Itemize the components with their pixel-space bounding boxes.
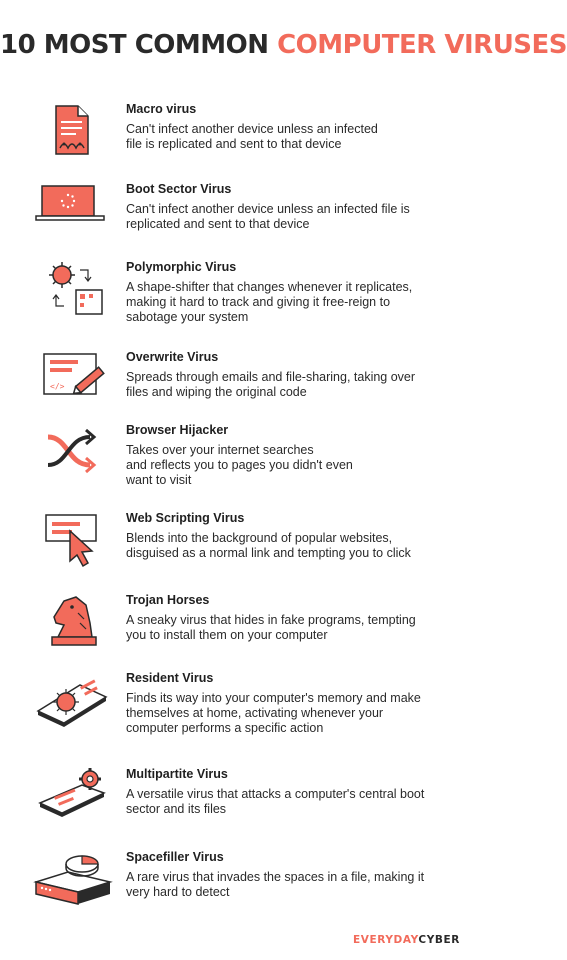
virus-description bbox=[126, 870, 446, 900]
title-part-1: 10 MOST COMMON bbox=[0, 30, 269, 60]
virus-description bbox=[126, 280, 446, 325]
description-line: want to visit bbox=[126, 473, 192, 487]
description-line: very hard to detect bbox=[126, 885, 230, 899]
brand-logo bbox=[353, 934, 460, 946]
card-gear-icon bbox=[34, 767, 110, 825]
virus-description bbox=[126, 531, 446, 561]
description-line: Finds its way into your computer's memory and make bbox=[126, 691, 421, 705]
description-line: making it hard to track and giving it free-reign to bbox=[126, 295, 391, 309]
virus-description bbox=[126, 787, 446, 817]
description-line: A rare virus that invades the spaces in a file, making it bbox=[126, 870, 425, 884]
page-title bbox=[0, 30, 567, 60]
virus-shapeshift-icon bbox=[34, 260, 110, 318]
virus-description bbox=[126, 370, 446, 400]
description-line: Can't infect another device unless an infected bbox=[126, 122, 378, 136]
description-line: themselves at home, activating whenever your bbox=[126, 706, 384, 720]
virus-description bbox=[126, 202, 446, 232]
description-line: replicated and sent to that device bbox=[126, 217, 310, 231]
crossing-arrows-icon bbox=[34, 423, 110, 481]
virus-name: Trojan Horses bbox=[126, 593, 210, 607]
virus-description bbox=[126, 122, 446, 152]
virus-name: Macro virus bbox=[126, 102, 197, 116]
chess-knight-icon bbox=[34, 593, 110, 651]
virus-name: Resident Virus bbox=[126, 671, 214, 685]
description-line: sector and its files bbox=[126, 802, 227, 816]
laptop-loading-icon bbox=[34, 182, 110, 240]
memory-chip-virus-icon bbox=[34, 671, 110, 729]
document-icon bbox=[34, 102, 110, 160]
svg-text:</>: </> bbox=[50, 382, 65, 391]
web-cursor-icon bbox=[34, 511, 110, 569]
description-line: Blends into the background of popular websites, bbox=[126, 531, 393, 545]
brand-part-2: CYBER bbox=[418, 934, 460, 946]
virus-name: Browser Hijacker bbox=[126, 423, 229, 437]
virus-description bbox=[126, 443, 446, 488]
brand-part-1: EVERYDAY bbox=[352, 934, 419, 946]
code-document-pencil-icon bbox=[34, 350, 110, 408]
description-line: A sneaky virus that hides in fake programs, tempting bbox=[126, 613, 416, 627]
description-line: Takes over your internet searches bbox=[126, 443, 314, 457]
description-line: sabotage your system bbox=[126, 310, 249, 324]
description-line: file is replicated and sent to that device bbox=[126, 137, 342, 151]
description-line: and reflects you to pages you didn't even bbox=[126, 458, 353, 472]
description-line: computer performs a specific action bbox=[126, 721, 324, 735]
virus-name: Web Scripting Virus bbox=[126, 511, 245, 525]
virus-name: Spacefiller Virus bbox=[126, 850, 224, 864]
description-line: A versatile virus that attacks a computer's central boot bbox=[126, 787, 425, 801]
drive-pie-chart-icon bbox=[34, 850, 110, 908]
virus-description bbox=[126, 613, 446, 643]
description-line: Spreads through emails and file-sharing, taking over bbox=[126, 370, 416, 384]
virus-name: Boot Sector Virus bbox=[126, 182, 232, 196]
description-line: files and wiping the original code bbox=[126, 385, 307, 399]
description-line: Can't infect another device unless an infected file is bbox=[126, 202, 410, 216]
title-part-2: COMPUTER VIRUSES bbox=[277, 30, 567, 60]
description-line: A shape-shifter that changes whenever it replicates, bbox=[126, 280, 413, 294]
description-line: disguised as a normal link and tempting you to click bbox=[126, 546, 411, 560]
virus-name: Overwrite Virus bbox=[126, 350, 219, 364]
virus-name: Multipartite Virus bbox=[126, 767, 228, 781]
virus-description bbox=[126, 691, 446, 736]
virus-name: Polymorphic Virus bbox=[126, 260, 237, 274]
description-line: you to install them on your computer bbox=[126, 628, 328, 642]
